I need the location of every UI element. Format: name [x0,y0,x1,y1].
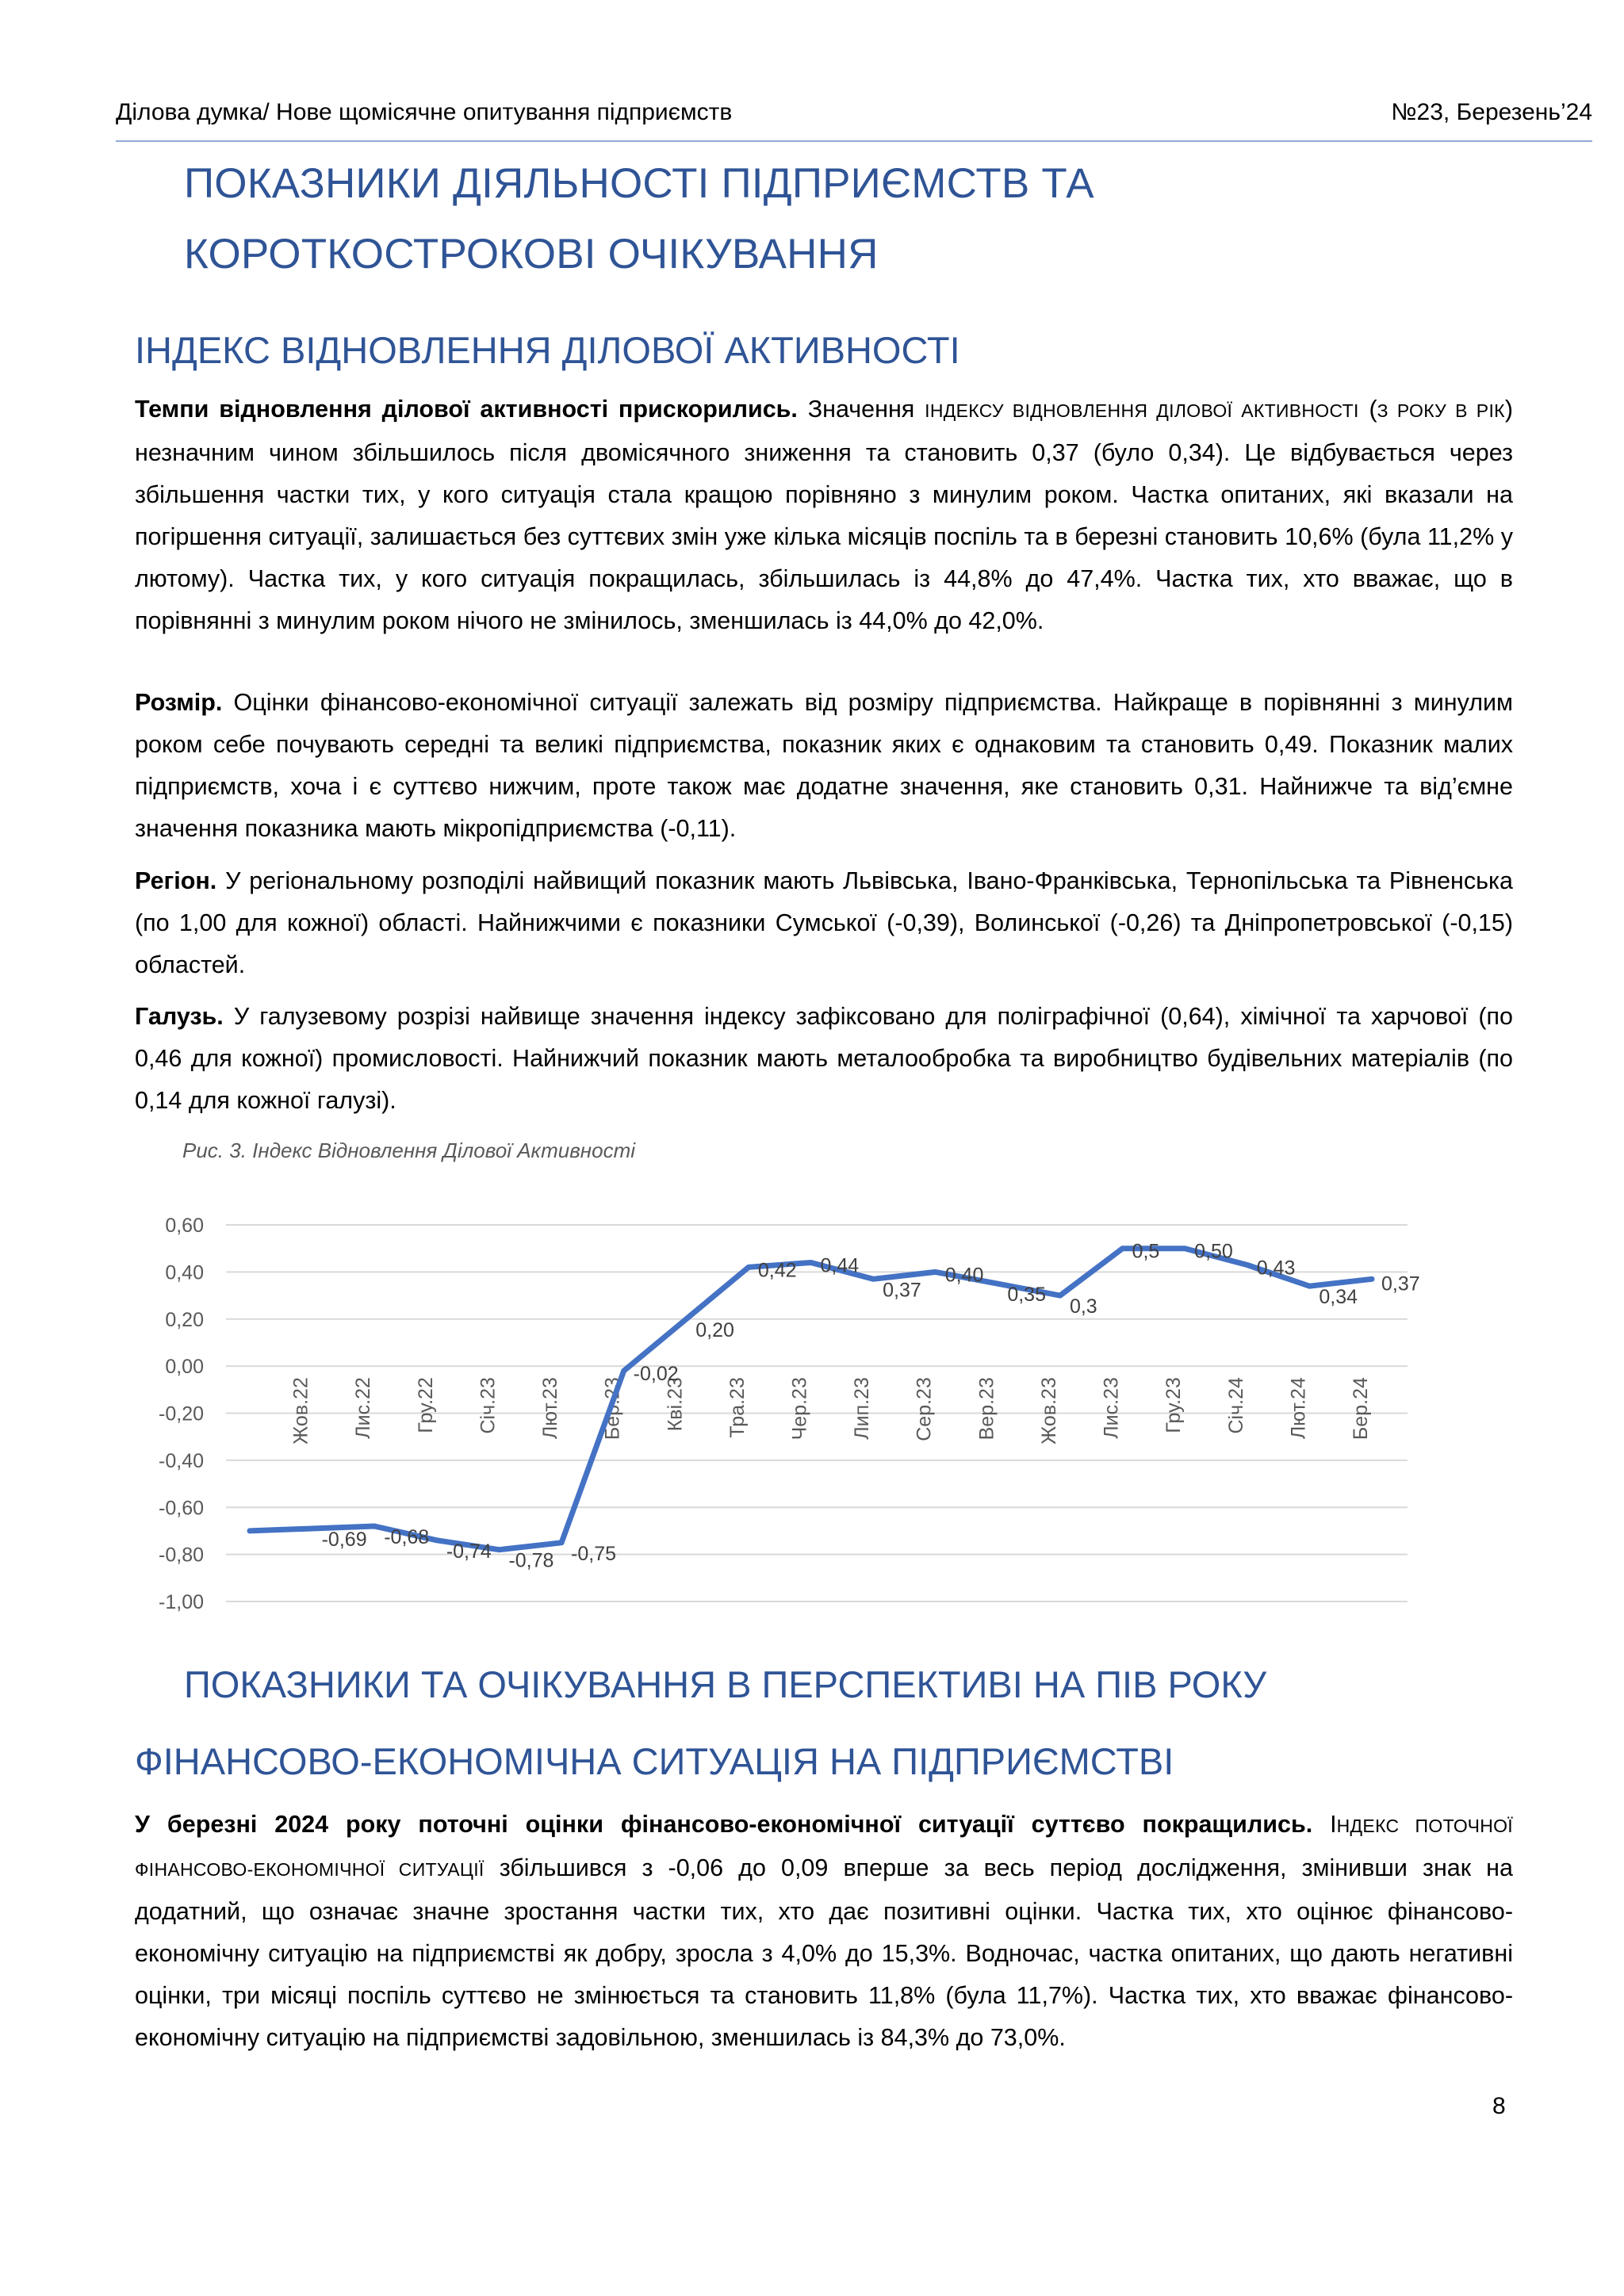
x-tick-label: Січ.24 [1224,1377,1247,1434]
data-point [561,1542,562,1544]
y-tick-label: -0,20 [159,1402,204,1425]
figure-caption: Рис. 3. Індекс Відновлення Ділової Активності [182,1138,636,1162]
paragraph-lead: Розмір. [135,689,223,716]
data-label: 0,5 [1132,1240,1160,1263]
x-tick-label: Гру.22 [414,1377,437,1433]
data-point [748,1266,749,1268]
x-tick-label: Лис.23 [1100,1377,1123,1439]
paragraph-lead: Галузь. [135,1003,224,1030]
x-tick-label: Лют.24 [1287,1377,1310,1440]
small-caps-term: НДЕКС ПОТОЧНОЇ ФІНАНСОВО-ЕКОНОМІЧНОЇ СИТУАЦІЇ [135,1816,1513,1880]
header-issue: №23, Березень’24 [1391,99,1592,125]
paragraph-text: Оцінки фінансово-економічної ситуації залежать від розміру підприємства. Найкраще в порівнянні з минулим роком себе почувають середні та великі підприємства, показник яких є однаковим та становить 0,49. Показник малих підприємств, хоча і є суттєво нижчим, проте також має додатне значення, яке становить 0,31. Найнижче та від’ємне значення показника мають мікропідприємства (-0,11). [135,689,1513,842]
x-tick-label: Вер.23 [975,1377,998,1441]
data-point [373,1525,375,1527]
recovery-index-chart [135,1197,1427,1625]
x-tick-label: Сер.23 [913,1377,936,1441]
section-heading-recovery-index: ІНДЕКС ВІДНОВЛЕННЯ ДІЛОВОЇ АКТИВНОСТІ [135,329,960,371]
small-caps-term: З РОКУ В РІК [1377,400,1505,421]
paragraph-region [135,860,1513,986]
paragraph-lead: Регіон. [135,867,217,894]
data-point [249,1530,251,1532]
data-point [872,1278,874,1280]
section-heading-financial-situation: ФІНАНСОВО-ЕКОНОМІЧНА СИТУАЦІЯ НА ПІДПРИЄМСТВІ [135,1740,1174,1782]
data-label: 0,40 [944,1264,984,1287]
data-label: 0,37 [883,1279,921,1302]
data-label: -0,75 [571,1542,617,1565]
paragraph-size [135,682,1513,850]
data-point [685,1318,687,1320]
paragraph-lead: Темпи відновлення ділової активності прискорились. [135,396,798,423]
x-tick-label: Жов.22 [289,1377,312,1445]
data-label: 0,34 [1319,1286,1358,1309]
data-label: 0,44 [820,1254,860,1277]
data-point [1184,1248,1185,1249]
data-point [997,1283,998,1284]
paragraph-text: ( [1358,396,1377,423]
data-point [1122,1248,1124,1249]
paragraph-recovery-pace [135,388,1513,642]
data-point [1247,1264,1248,1265]
small-caps-term: ІНДЕКСУ ВІДНОВЛЕННЯ ДІЛОВОЇ АКТИВНОСТІ [925,400,1359,421]
data-point [935,1271,936,1272]
paragraph-text: ) незначним чином збільшилось після двомісячного зниження та становить 0,37 (було 0,34). Це відбувається через збільшення частки тих, у кого ситуація стала кращою порівняно з минулим роком. Частка опитаних, які вказали на погіршення ситуації, залишається без суттєвих змін уже кілька місяців поспіль та в березні становить 10,6% (була 11,2% у лютому). Частка тих, у кого ситуація покращилась, збільшилась із 44,8% до 47,4%. Частка тих, хто вважає, що в порівнянні з минулим роком нічого не змінилось, зменшилась із 44,0% до 42,0%. [135,396,1514,634]
data-label: 0,20 [695,1318,734,1341]
x-tick-label: Бер.24 [1350,1377,1372,1441]
x-tick-label: Лют.23 [539,1377,562,1440]
data-label: -0,02 [633,1363,679,1386]
data-label: -0,78 [508,1549,554,1572]
page-title-line-1: ПОКАЗНИКИ ДІЯЛЬНОСТІ ПІДПРИЄМСТВ ТА [184,160,1094,207]
y-tick-label: 0,20 [165,1308,204,1331]
data-label: 0,37 [1381,1272,1420,1295]
data-label: -0,74 [446,1540,492,1563]
data-label: -0,69 [321,1528,367,1551]
data-label: 0,43 [1256,1257,1296,1280]
x-tick-label: Кві.23 [664,1377,687,1432]
y-tick-label: -0,80 [159,1544,204,1567]
y-tick-label: 0,40 [165,1261,204,1284]
data-point [1308,1285,1310,1287]
x-tick-label: Бер.23 [601,1377,624,1441]
paragraph-text: Значення [797,396,925,423]
x-tick-label: Тра.23 [726,1377,749,1438]
page-title-line-2: КОРОТКОСТРОКОВІ ОЧІКУВАННЯ [184,231,879,277]
data-point [436,1540,438,1541]
data-point [498,1549,500,1551]
data-label: 0,50 [1194,1240,1233,1263]
data-point [810,1262,812,1264]
paragraph-text: У регіональному розподілі найвищий показник мають Львівська, Івано-Франківська, Тернопільська та Рівненська (по 1,00 для кожної) області. Найнижчими є показники Сумської (-0,39), Волинської (-0,26) та Дніпропетровської (-0,15) областей. [135,867,1513,978]
data-label: 0,42 [757,1259,797,1282]
paragraph-industry [135,996,1513,1122]
y-tick-label: -1,00 [159,1591,204,1613]
y-tick-label: 0,60 [165,1215,204,1237]
paragraph-financial-situation [135,1804,1513,2059]
x-tick-label: Січ.23 [477,1377,500,1434]
x-tick-label: Чер.23 [788,1377,811,1441]
x-tick-label: Гру.23 [1162,1377,1185,1433]
x-tick-label: Лис.22 [352,1377,375,1439]
data-point [1371,1278,1373,1280]
section-heading-half-year: ПОКАЗНИКИ ТА ОЧІКУВАННЯ В ПЕРСПЕКТИВІ НА ПІВ РОКУ [184,1663,1267,1705]
data-label: 0,3 [1069,1295,1097,1318]
data-point [312,1528,313,1529]
data-label: -0,68 [384,1526,430,1548]
header-title: Ділова думка/ Нове щомісячне опитування підприємств [116,99,733,125]
data-point [1059,1295,1061,1296]
paragraph-lead: У березні 2024 року поточні оцінки фінансово-економічної ситуації суттєво покращились. [135,1811,1313,1838]
data-point [623,1370,625,1372]
x-tick-label: Жов.23 [1037,1377,1060,1445]
paragraph-text: І [1312,1811,1337,1838]
page-header [116,98,1592,127]
y-tick-label: 0,00 [165,1356,204,1379]
page-number: 8 [1492,2093,1506,2119]
y-tick-label: -0,40 [159,1449,204,1472]
paragraph-text: збільшився з -0,06 до 0,09 вперше за весь період дослідження, змінивши знак на додатний, що означає значне зростання частки тих, хто дає позитивні оцінки. Частка тих, хто оцінює фінансово-економічну ситуацію на підприємстві як добру, зросла з 4,0% до 15,3%. Водночас, частка опитаних, що дають негативні оцінки, три місяці поспіль суттєво не змінюється та становить 11,8% (була 11,7%). Частка тих, хто вважає фінансово-економічну ситуацію на підприємстві задовільною, зменшилась із 84,3% до 73,0%. [135,1854,1513,2051]
x-tick-label: Лип.23 [851,1377,874,1440]
y-tick-label: -0,60 [159,1497,204,1520]
header-rule [116,140,1592,142]
data-label: 0,35 [1007,1284,1047,1307]
paragraph-text: У галузевому розрізі найвище значення індексу зафіксовано для поліграфічної (0,64), хімічної та харчової (по 0,46 для кожної) промисловості. Найнижчий показник мають металообробка та виробництво будівельних матеріалів (по 0,14 для кожної галузі). [135,1003,1513,1114]
